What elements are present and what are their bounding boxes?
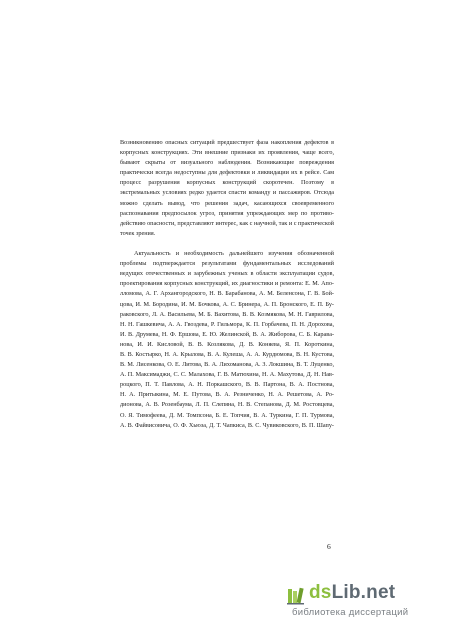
dslib-watermark [286, 582, 436, 622]
text-line: А. П. Максимаджи, С. С. Малахова, Г. В. Матюхина, Н. А. Махутова, Д. Н. Нав- [120, 371, 334, 379]
text-line: распознавания предпосылок угроз, принятия упреждающих мер по противо- [120, 209, 334, 217]
text-line: ведущих отечественных и зарубежных ученых в области эксплуатации судов, [120, 270, 334, 278]
paragraph-2 [120, 249, 334, 431]
watermark-title-main: Lib.net [331, 582, 396, 603]
text-line: лломова, А. Г. Архангородского, Н. В. Барабанова, А. М. Беленсона, Г. В. Бой- [120, 290, 334, 298]
body-text [120, 138, 334, 431]
text-line: бывают скрыты от визуального наблюдения. Возникающие повреждения [120, 159, 334, 167]
text-line: корпусных конструкциях. Эти внешние признаки их проявления, чаще всего, [120, 149, 334, 157]
text-line: Актуальность и необходимость дальнейшего изучения обозначенной [134, 250, 334, 258]
text-line: можно сделать вывод, что решения задач, касающихся своевременного [120, 199, 334, 207]
watermark-subtitle: библиотека диссертаций [292, 607, 409, 618]
text-line: И. В. Друмева, Н. Ф. Ершова, Е. Ю. Желинской, В. А. Жиборова, С. Б. Каравa- [120, 330, 334, 338]
text-line: нова, И. И. Кисловой, В. В. Козлякова, Д. В. Коняева, Я. П. Короткина, [120, 340, 334, 348]
text-line: раковского, Л. А. Васильева, М. Б. Вахитова, В. В. Козмякова, М. Н. Гаврилова, [120, 310, 334, 318]
text-line: цова, И. М. Бородина, И. М. Бочкова, А. С. Бринера, А. П. Бронского, Е. П. Бу- [120, 300, 334, 308]
text-line: В. М. Лисенкова, О. Е. Литова, В. А. Лихоманова, А. З. Локшина, В. Т. Луценко, [120, 361, 334, 369]
text-line: процесс разрушения корпусных конструкций скоротечен. Поэтому в [120, 179, 334, 187]
text-line: Н. А. Притыкина, М. Е. Путова, В. А. Резниченко, Н. А. Решетова, А. Ро- [120, 391, 334, 399]
text-line: В. В. Костырко, Н. А. Крылова, В. А. Кулеша, А. А. Курдюмова, В. Н. Кустова, [120, 350, 334, 358]
paragraph-gap [120, 239, 334, 249]
book-stack-logo-icon [286, 586, 306, 606]
text-line: Возникновению опасных ситуаций предшествует фаза накопления дефектов в [120, 139, 334, 146]
text-line: А. В. Файвисовича, О. Ф. Хьюза, Д. Т. Чапкиса, В. С. Чувиковского, В. П. Шапу- [120, 421, 334, 429]
text-line: О. Я. Тимофеева, Д. М. Томпсона, Б. Е. Топчия, В. А. Туркина, Г. П. Турмова, [120, 411, 334, 419]
text-line: экстремальных условиях редко удается спасти команду и пассажиров. Отсюда [120, 189, 334, 197]
text-line: действию опасности, представляют интерес, как с научной, так и с практической [120, 219, 334, 227]
watermark-title [309, 582, 395, 604]
text-line: проблемы подтверждается результатами фундаментальных исследований [120, 260, 334, 268]
page-number: 6 [327, 542, 331, 551]
text-line: проектирования корпусных конструкций, их диагностики и ремонта: Е. М. Апо- [120, 280, 334, 288]
paragraph-1 [120, 138, 334, 239]
text-line: роцкого, П. Т. Павлова, А. Н. Поркашского, В. В. Партона, В. А. Постнова, [120, 381, 334, 389]
text-line: дионова, А. В. Розенбаума, Л. П. Слепяна, Н. В. Степанова, Д. М. Ростовцева, [120, 401, 334, 409]
watermark-title-accent: ds [309, 582, 332, 603]
text-line: Н. Н. Гашкевича, А. А. Гвоздева, Р. Гильмора, К. П. Горбачева, П. Н. Дорохова, [120, 320, 334, 328]
text-line: практически всегда недоступны для дефектовки и ликвидации их в рейсе. Сам [120, 169, 334, 177]
text-line: точек зрения. [120, 229, 156, 237]
